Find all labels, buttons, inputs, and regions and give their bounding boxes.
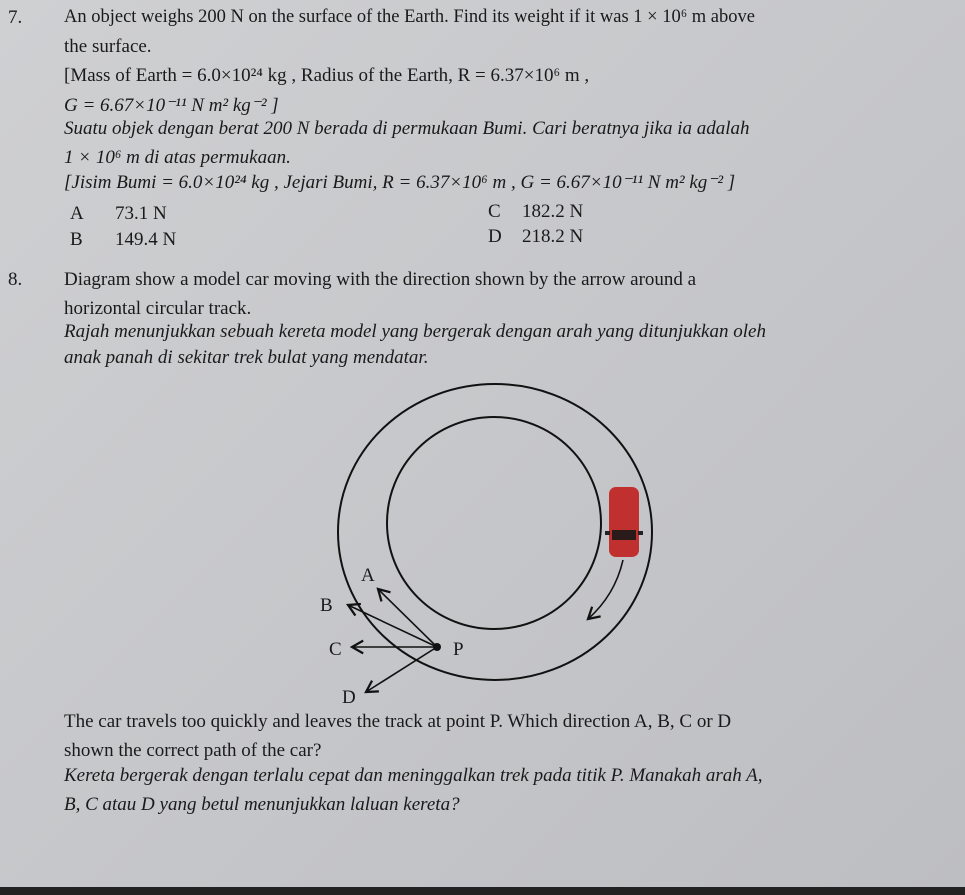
option-letter: D [488, 226, 502, 247]
option-text: 149.4 N [115, 229, 177, 250]
label-d: D [342, 687, 356, 708]
arrow-b [348, 605, 437, 647]
q8-en-question-1: The car travels too quickly and leaves the track at point P. Which direction A, B, C or D [64, 711, 732, 732]
label-p: P [453, 639, 464, 660]
label-c: C [329, 639, 342, 660]
q7-en-constants-1: [Mass of Earth = 6.0×10²⁴ kg , Radius of the Earth, R = 6.37×10⁶ m , [64, 65, 590, 86]
option-text: 218.2 N [522, 226, 584, 247]
q7-ms-constants: [Jisim Bumi = 6.0×10²⁴ kg , Jejari Bumi, R = 6.37×10⁶ m , G = 6.67×10⁻¹¹ N m² kg⁻² ] [64, 172, 736, 193]
option-letter: A [70, 203, 84, 224]
car-icon [605, 487, 643, 557]
label-b: B [320, 595, 333, 616]
page-edge [0, 887, 965, 895]
q7-en-constants-2: G = 6.67×10⁻¹¹ N m² kg⁻² ] [64, 95, 279, 116]
option-letter: C [488, 201, 501, 222]
q8-number: 8. [8, 269, 23, 290]
q8-en-question-2: shown the correct path of the car? [64, 740, 322, 761]
inner-track [387, 417, 601, 629]
q8-ms-question-1: Kereta bergerak dengan terlalu cepat dan meninggalkan trek pada titik P. Manakah arah A, [64, 765, 763, 786]
option-text: 73.1 N [115, 203, 167, 224]
q7-number: 7. [8, 7, 23, 28]
outer-track [338, 384, 652, 680]
q8-ms-question-2: B, C atau D yang betul menunjukkan laluan kereta? [64, 794, 460, 815]
q7-en-line1: An object weighs 200 N on the surface of the Earth. Find its weight if it was 1 × 10⁶ m above [64, 7, 755, 27]
option-text: 182.2 N [522, 201, 584, 222]
q8-ms-line1: Rajah menunjukkan sebuah kereta model yang bergerak dengan arah yang ditunjukkan oleh [64, 321, 766, 342]
q7-ms-line2: 1 × 10⁶ m di atas permukaan. [64, 147, 291, 168]
option-letter: B [70, 229, 83, 250]
point-p [433, 643, 441, 651]
q8-en-line2: horizontal circular track. [64, 298, 252, 319]
motion-arrow [588, 560, 623, 619]
q7-en-line2: the surface. [64, 36, 152, 57]
q8-en-line1: Diagram show a model car moving with the direction shown by the arrow around a [64, 269, 697, 290]
q7-ms-line1: Suatu objek dengan berat 200 N berada di permukaan Bumi. Cari beratnya jika ia adalah [64, 118, 750, 139]
q8-ms-line2: anak panah di sekitar trek bulat yang mendatar. [64, 347, 429, 368]
arrow-d [366, 647, 437, 692]
label-a: A [361, 565, 375, 586]
